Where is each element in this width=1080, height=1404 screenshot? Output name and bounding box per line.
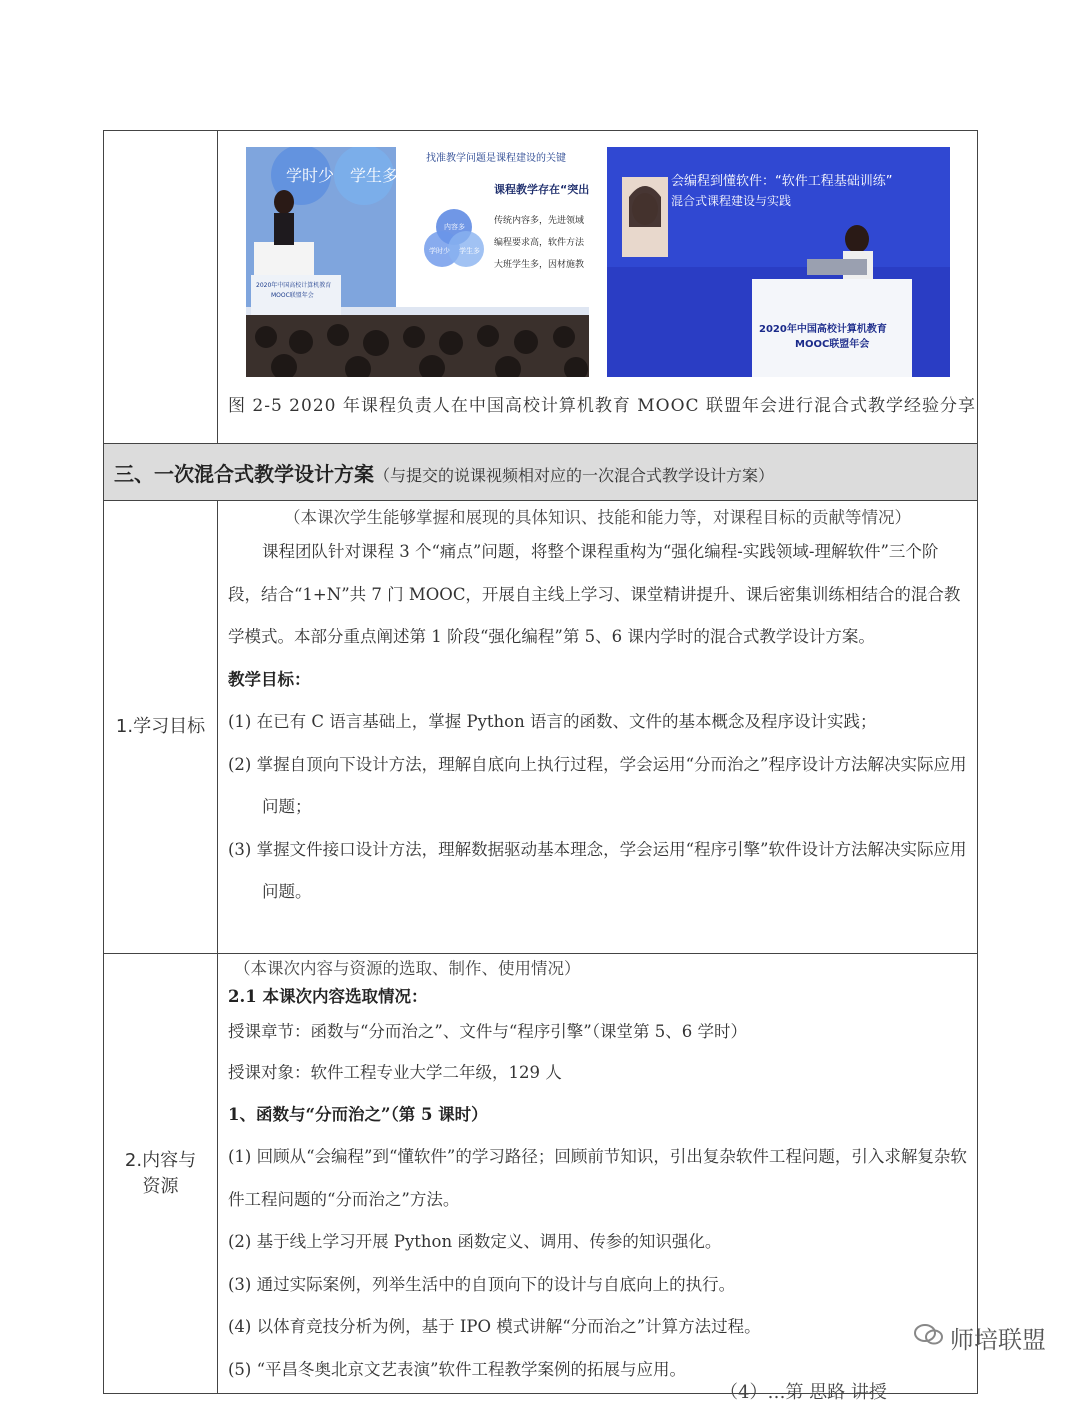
content-resources-note: （本课次内容与资源的选取、制作、使用情况） (234, 959, 581, 978)
bubble-right-text: 学生多 (350, 166, 399, 185)
lesson-item-2: (2) 基于线上学习开展 Python 函数定义、调用、传参的知识强化。 (228, 1232, 722, 1251)
section-3-note: （与提交的说课视频相对应的一次混合式教学设计方案） (374, 465, 775, 485)
content-resources-label-line-2: 资源 (142, 1175, 179, 1197)
figure-caption: 图 2-5 2020 年课程负责人在中国高校计算机教育 MOOC 联盟年会进行混合式教学经验分享 (228, 396, 976, 416)
podium2-line-1: 2020年中国高校计算机教育 (759, 324, 887, 335)
slide-title: 课程教学存在“突出 (494, 183, 589, 196)
teaching-chapter: 授课章节：函数与“分而治之”、文件与“程序引擎”（课堂第 5、6 学时） (228, 1022, 747, 1041)
design-table (103, 130, 978, 1394)
screen-line-2: 混合式课程建设与实践 (671, 194, 792, 208)
teaching-audience: 授课对象：软件工程专业大学二年级，129 人 (228, 1063, 562, 1082)
slide-header: 找准教学问题是课程建设的关键 (426, 153, 566, 164)
empty-label-cell (104, 131, 218, 444)
lesson-item-5: (5) “平昌冬奥北京文艺表演”软件工程教学案例的拓展与应用。 (228, 1359, 686, 1379)
venn-top: 内容多 (444, 223, 465, 231)
section-3-header-row (104, 444, 978, 501)
teaching-goals-heading: 教学目标： (228, 669, 311, 689)
conference-photo-2 (607, 147, 950, 377)
bubble-left-text: 学时少 (286, 166, 335, 185)
goal-item-1: (1) 在已有 C 语言基础上，掌握 Python 语言的函数、文件的基本概念及程序设计实践； (228, 712, 877, 731)
lesson-item-1: (1) 回顾从“会编程”到“懂软件”的学习路径；回顾前节知识，引出复杂软件工程问题，引入求解复杂软件工程问题的“分而治之”方法。 (228, 1147, 967, 1209)
learning-goals-paragraph: 课程团队针对课程 3 个“痛点”问题，将整个课程重构为“强化编程-实践领域-理解软件”三个阶段，结合“1+N”共 7 门 MOOC，开展自主线上学习、课堂精讲提升、课后密集训练相结合的混合教学模式。本部分重点阐述第 1 阶段“强化编程”第 5、6 课内学时的混合式教学设计方案。 (228, 542, 961, 646)
slide-line-2: 编程要求高，软件方法 (494, 238, 585, 248)
content-resources-label-line-1: 2.内容与 (124, 1149, 197, 1171)
slide-line-3: 大班学生多，因材施教 (494, 260, 585, 270)
content-resources-content (218, 954, 978, 1394)
slide-line-1: 传统内容多，先进领域 (494, 216, 585, 226)
venn-left: 学时少 (429, 247, 450, 255)
goal-item-3: (3) 掌握文件接口设计方法，理解数据驱动基本理念，学会运用“程序引擎”软件设计方法解决实际应用问题。 (228, 839, 967, 901)
podium-line-1: 2020年中国高校计算机教育 (256, 282, 332, 289)
watermark (914, 1320, 1046, 1355)
photo-row (104, 131, 978, 444)
learning-goals-row (104, 501, 978, 954)
cut-off-text: （4）…第 思路 讲授 (720, 1382, 887, 1403)
photo-cell (218, 131, 978, 444)
goal-item-2: (2) 掌握自顶向下设计方法，理解自底向上执行过程，学会运用“分而治之”程序设计方法解决实际应用问题； (228, 754, 967, 816)
lesson-item-3: (3) 通过实际案例，列举生活中的自顶向下的设计与自底向上的执行。 (228, 1274, 736, 1294)
content-selection-heading: 2.1 本课次内容选取情况： (228, 987, 428, 1006)
learning-goals-note: （本课次学生能够掌握和展现的具体知识、技能和能力等，对课程目标的贡献等情况） (284, 508, 911, 527)
watermark-text: 师培联盟 (950, 1326, 1046, 1354)
learning-goals-content (218, 501, 978, 954)
learning-goals-label-text: 1.学习目标 (115, 716, 206, 737)
chat-bubbles-icon (914, 1323, 944, 1353)
screen-line-1: 会编程到懂软件：“软件工程基础训练” (671, 174, 893, 189)
podium-line-2: MOOC联盟年会 (271, 292, 314, 299)
content-resources-label (104, 954, 218, 1394)
venn-right: 学生多 (459, 247, 480, 255)
section-3-header (104, 444, 978, 501)
learning-goals-label (104, 501, 218, 954)
section-3-title: 三、一次混合式教学设计方案 (114, 461, 374, 486)
conference-photo-1 (246, 147, 589, 377)
lesson-item-4: (4) 以体育竞技分析为例，基于 IPO 模式讲解“分而治之”计算方法过程。 (228, 1317, 761, 1336)
content-resources-row (104, 954, 978, 1394)
podium2-line-2: MOOC联盟年会 (795, 339, 870, 350)
lesson-5-heading: 1、函数与“分而治之”（第 5 课时） (228, 1105, 488, 1124)
